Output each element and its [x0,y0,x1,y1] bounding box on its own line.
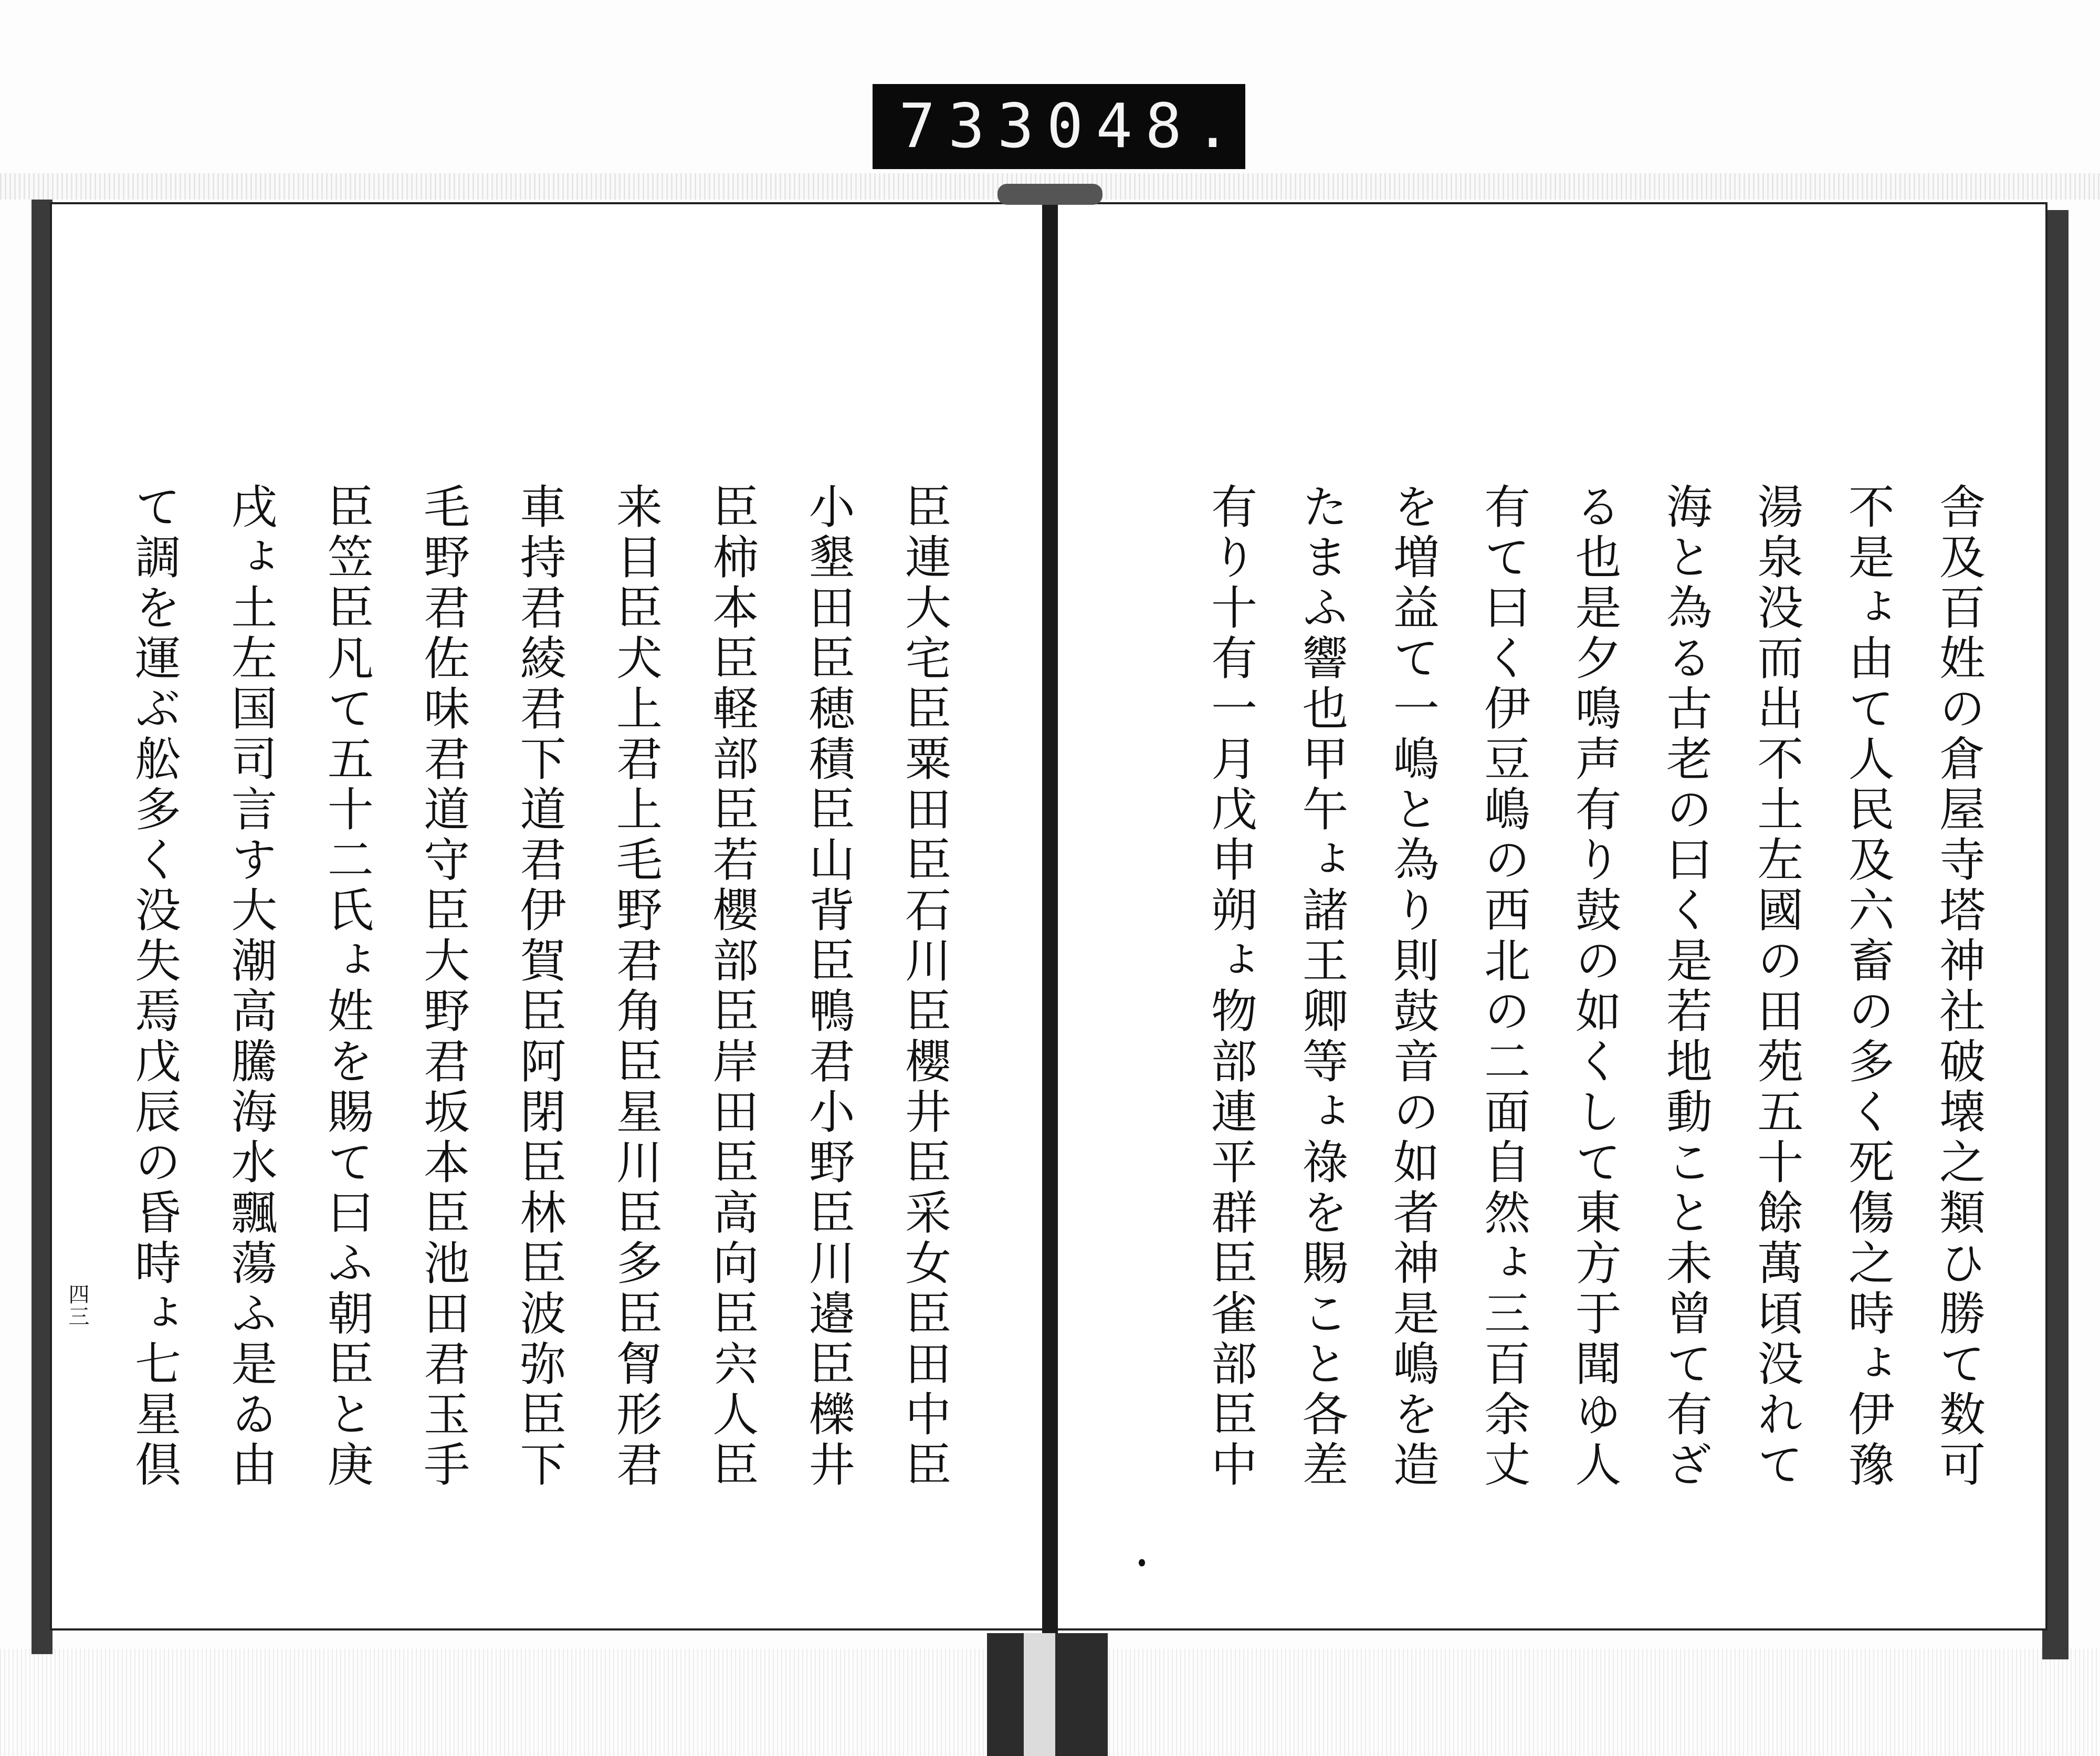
text-column: 海と為る古老の曰く是若地動こと未曾て有ざ [1658,483,1713,1491]
text-column: 車持君綾君下道君伊賀臣阿閉臣林臣波弥臣下 [512,483,567,1491]
text-column: 不是ょ由て人民及六畜の多く死傷之時ょ伊豫 [1841,483,1895,1491]
ink-speck [1139,1559,1145,1566]
left-page-text [125,204,953,1628]
book-cover-left-edge [32,200,52,1654]
microfilm-frame-label [873,84,1245,169]
text-column: 臣笠臣凡て五十二氏ょ姓を賜て曰ふ朝臣と庚 [320,483,374,1491]
text-column: 戌ょ土左国司言す大潮高騰海水飄蕩ふ是ゐ由 [224,483,278,1491]
right-page [1047,202,2048,1630]
page-number: 四三 [65,1283,89,1328]
left-page [50,202,1050,1630]
text-column: 有り十有一月戊申朔ょ物部連平群臣雀部臣中 [1204,483,1258,1491]
text-column: 毛野君佐味君道守臣大野君坂本臣池田君玉手 [416,483,471,1491]
frame-number: 048. [1046,91,1244,162]
text-column: 舎及百姓の倉屋寺塔神社破壊之類ひ勝て数可 [1932,483,1986,1491]
text-column: る也是夕鳴声有り鼓の如くして東方于聞ゆ人 [1568,483,1622,1491]
reel-number: 733 [899,91,1047,162]
text-column: 有て曰く伊豆嶋の西北の二面自然ょ三百余丈 [1477,483,1531,1491]
text-column: 来目臣犬上君上毛野君角臣星川臣多臣胷形君 [608,483,663,1491]
text-column: 臣柿本臣軽部臣若櫻部臣岸田臣高向臣宍人臣 [705,483,760,1491]
text-column: 臣連大宅臣粟田臣石川臣櫻井臣采女臣田中臣 [898,483,952,1491]
binding-top [998,184,1102,205]
right-page-text [1202,204,1988,1628]
text-column: 小墾田臣穂積臣山背臣鴨君小野臣川邉臣櫟井 [801,483,856,1491]
text-column: て調を運ぶ舩多く没失焉戊辰の昏時ょ七星倶 [128,483,182,1491]
text-column: 湯泉没而出不土左國の田苑五十餘萬頃没れて [1750,483,1804,1491]
text-column: たまふ響也甲午ょ諸王卿等ょ祿を賜こと各差 [1295,483,1349,1491]
binding-bottom [987,1633,1108,1756]
text-column: を増益て一嶋と為り則鼓音の如者神是嶋を造 [1385,483,1440,1491]
book-gutter [1042,189,1058,1649]
